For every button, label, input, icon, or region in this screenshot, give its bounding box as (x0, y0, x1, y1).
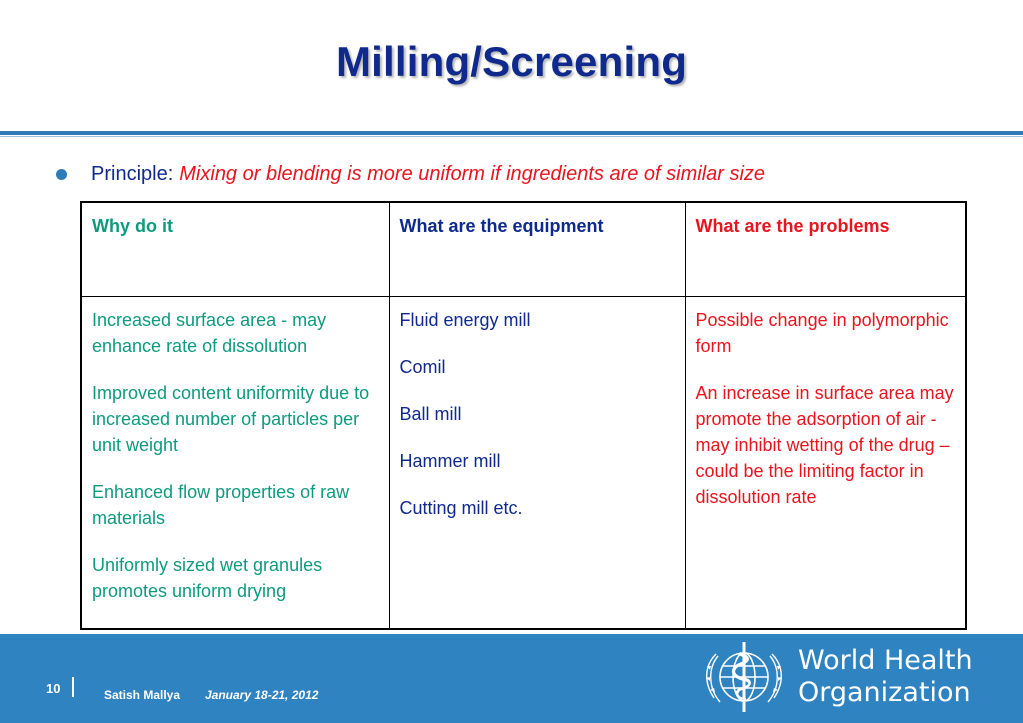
equipment-item: Hammer mill (399, 450, 501, 471)
page-number: 10 (46, 681, 61, 696)
table-header-row (81, 202, 966, 296)
organization-name-line2: Organization (798, 677, 971, 708)
why-item: Increased surface area - may enhance rate of dissolution (92, 309, 327, 356)
page-number-separator (72, 677, 74, 697)
comparison-table (80, 201, 967, 630)
equipment-item: Ball mill (399, 403, 462, 424)
organization-name-line1: World Health (798, 645, 973, 676)
why-item: Improved content uniformity due to increased number of particles per unit weight (92, 382, 370, 455)
equipment-item: Fluid energy mill (399, 309, 531, 330)
why-item: Enhanced flow properties of raw materials (92, 481, 350, 528)
principle-bullet (56, 160, 765, 188)
problem-item: Possible change in polymorphic form (695, 309, 949, 356)
principle-text: Mixing or blending is more uniform if ingredients are of similar size (179, 162, 766, 185)
header-problems: What are the problems (685, 202, 966, 296)
equipment-item: Comil (399, 356, 446, 377)
problem-item: An increase in surface area may promote the adsorption of air - may inhibit wetting of the drug – could be the limiting factor in dissolution rate (695, 382, 954, 507)
organization-name (798, 645, 973, 709)
presenter-name: Satish Mallya (104, 688, 181, 702)
presentation-date: January 18-21, 2012 (205, 688, 319, 702)
title-divider (0, 131, 1023, 135)
principle-label: Principle: (91, 162, 174, 185)
why-cell (81, 296, 389, 629)
table-row (81, 296, 966, 629)
header-equipment: What are the equipment (389, 202, 685, 296)
title-divider-thin (0, 136, 1023, 137)
who-emblem-icon (696, 638, 792, 716)
slide-title: Milling/Screening (335, 38, 688, 85)
equipment-item: Cutting mill etc. (399, 497, 523, 518)
header-why: Why do it (81, 202, 389, 296)
problems-cell (685, 296, 966, 629)
why-item: Uniformly sized wet granules promotes uniform drying (92, 554, 323, 601)
bullet-dot-icon (56, 169, 67, 180)
equipment-cell (389, 296, 685, 629)
